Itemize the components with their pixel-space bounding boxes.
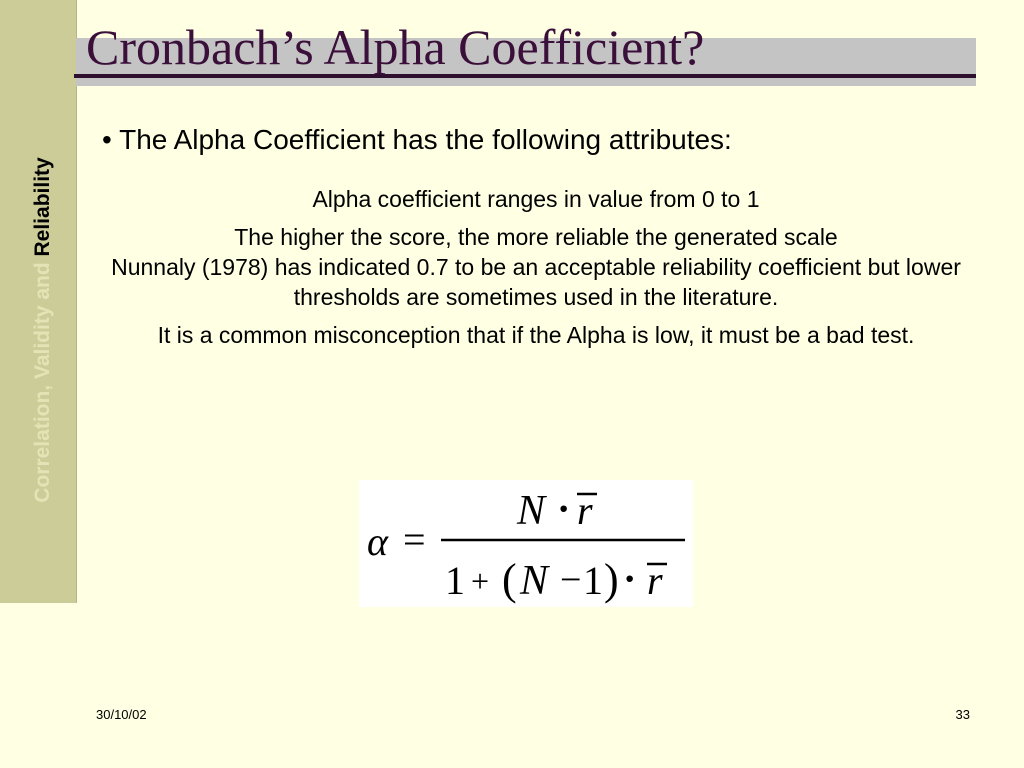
formula-open-paren: ( — [502, 555, 517, 604]
formula-numerator-n: N — [517, 488, 546, 534]
formula-numerator-r: r — [577, 488, 593, 533]
formula-alpha: α — [367, 519, 388, 564]
bullet-marker: • — [102, 124, 112, 155]
attribute-misconception: It is a common misconception that if the Alpha is low, it must be a bad test. — [157, 322, 915, 348]
formula-denominator-dot: · — [623, 556, 637, 601]
formula-denominator-minus-one: 1 — [583, 558, 603, 603]
formula-denominator-n: N — [520, 558, 549, 604]
formula-equals: = — [403, 517, 426, 562]
sidebar-label-strong: Reliability — [31, 157, 54, 257]
sidebar-label — [31, 157, 55, 502]
formula-plus: + — [471, 563, 490, 599]
attribute-nunnaly: Nunnaly (1978) has indicated 0.7 to be an acceptable reliability coefficient but lower thresholds are sometimes used in the literature. — [111, 254, 961, 310]
footer-date: 30/10/02 — [96, 707, 147, 722]
formula-denominator-r: r — [647, 558, 663, 603]
bullet-text: The Alpha Coefficient has the following attributes: — [119, 124, 732, 155]
formula-graphic — [359, 480, 693, 607]
attribute-higher-score: The higher the score, the more reliable the generated scale — [234, 224, 838, 250]
sidebar — [0, 0, 77, 603]
formula-close-paren: ) — [604, 555, 619, 604]
slide-number: 33 — [955, 707, 970, 722]
attribute-list — [100, 184, 972, 350]
slide-title: Cronbach’s Alpha Coefficient? — [86, 19, 705, 75]
alpha-formula — [359, 480, 693, 607]
formula-minus: − — [560, 559, 582, 601]
attribute-range: Alpha coefficient ranges in value from 0 to 1 — [312, 186, 760, 212]
formula-denominator-one: 1 — [445, 558, 465, 603]
formula-numerator-dot: · — [557, 486, 571, 531]
bullet-point — [102, 124, 732, 156]
sidebar-label-muted: Correlation, Validity and — [31, 256, 54, 503]
